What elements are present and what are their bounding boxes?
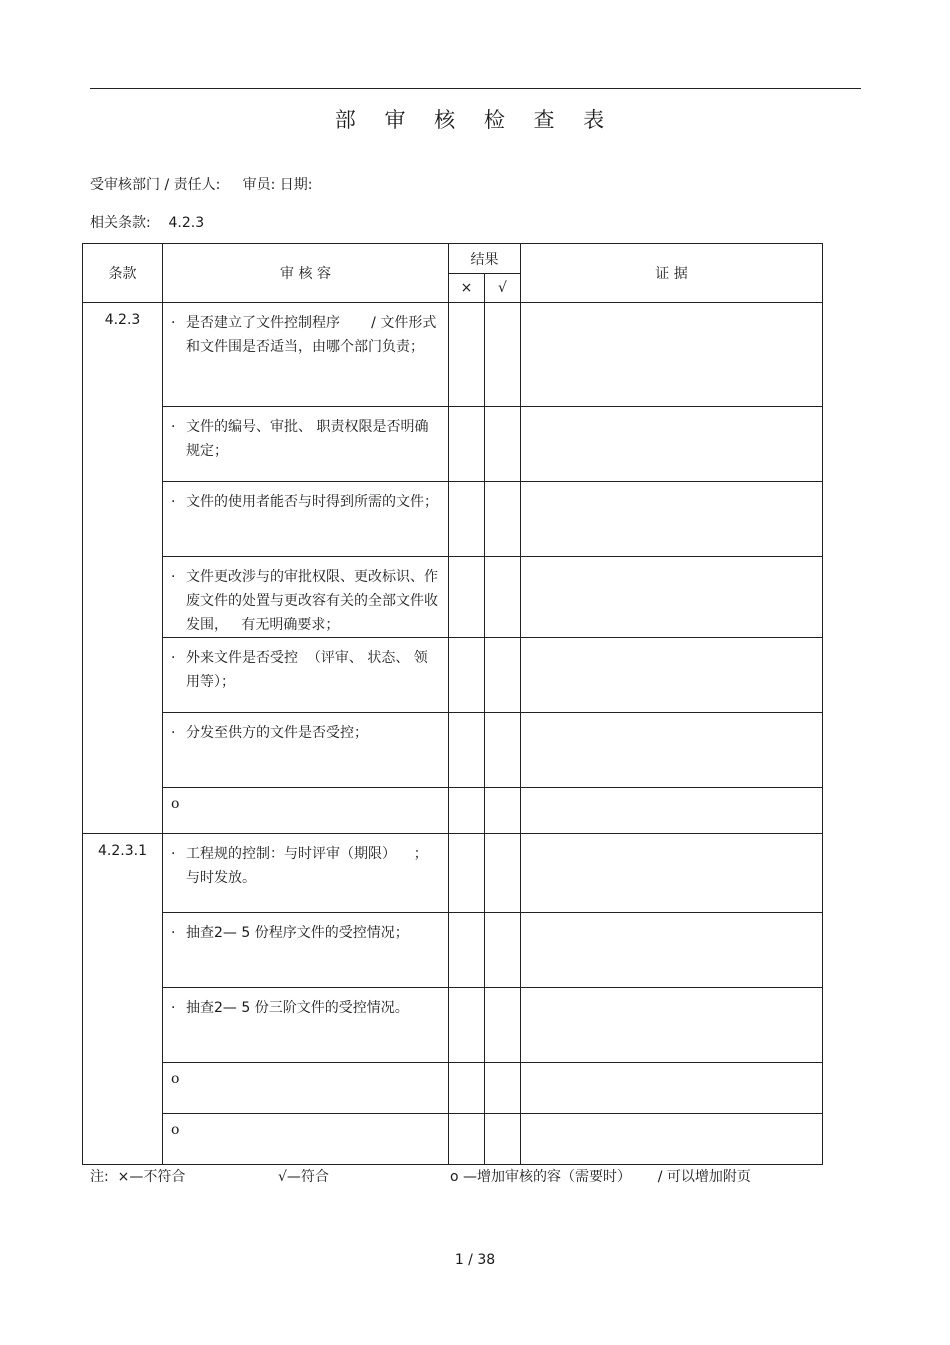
evidence-cell[interactable]: [521, 988, 823, 1063]
header-clause: 条款: [83, 244, 163, 303]
audit-item: [163, 713, 449, 788]
audit-item: [163, 638, 449, 713]
note-add: o —增加审核的容（需要时） / 可以增加附页: [450, 1169, 751, 1185]
top-rule: [90, 88, 861, 89]
audit-item-text: 工程规的控制：与时评审（期限） ；与时发放。: [186, 846, 428, 886]
table-row: [83, 788, 823, 834]
table-row: [83, 482, 823, 557]
audit-item: [163, 834, 449, 913]
result-fail-cell[interactable]: [449, 407, 485, 482]
result-pass-cell[interactable]: [485, 713, 521, 788]
result-fail-cell[interactable]: [449, 988, 485, 1063]
additional-item-placeholder: o: [163, 1114, 449, 1165]
evidence-cell[interactable]: [521, 713, 823, 788]
result-pass-cell[interactable]: [485, 407, 521, 482]
audit-item: [163, 913, 449, 988]
audit-item-text: 分发至供方的文件是否受控；: [186, 725, 368, 741]
audit-checklist-table: [82, 243, 823, 1165]
result-pass-cell[interactable]: [485, 303, 521, 407]
evidence-cell[interactable]: [521, 407, 823, 482]
result-pass-cell[interactable]: [485, 788, 521, 834]
bullet-mark: ·: [171, 569, 176, 585]
audit-item: [163, 407, 449, 482]
table-row: [83, 638, 823, 713]
note-pass: √—符合: [278, 1169, 329, 1185]
result-pass-cell[interactable]: [485, 557, 521, 638]
table-row: [83, 1114, 823, 1165]
header-pass-mark: √: [485, 274, 521, 303]
bullet-mark: ·: [171, 494, 176, 510]
audit-item-text: 文件的编号、审批、 职责权限是否明确规定；: [186, 419, 429, 459]
page-title: 部 审 核 检 查 表: [334, 108, 616, 132]
result-pass-cell[interactable]: [485, 913, 521, 988]
result-fail-cell[interactable]: [449, 482, 485, 557]
result-pass-cell[interactable]: [485, 638, 521, 713]
evidence-cell[interactable]: [521, 1114, 823, 1165]
additional-item-placeholder: o: [163, 788, 449, 834]
table-row: [83, 713, 823, 788]
evidence-cell[interactable]: [521, 557, 823, 638]
bullet-mark: ·: [171, 419, 176, 435]
related-clause-line: 相关条款: 4.2.3: [90, 215, 205, 231]
result-pass-cell[interactable]: [485, 988, 521, 1063]
audit-item-text: 文件的使用者能否与时得到所需的文件；: [186, 494, 438, 510]
audit-item: [163, 482, 449, 557]
result-fail-cell[interactable]: [449, 834, 485, 913]
result-pass-cell[interactable]: [485, 1063, 521, 1114]
result-pass-cell[interactable]: [485, 1114, 521, 1165]
evidence-cell[interactable]: [521, 834, 823, 913]
clause-number: 4.2.3.1: [83, 834, 163, 1165]
audit-item: [163, 557, 449, 638]
clause-number: 4.2.3: [83, 303, 163, 834]
bullet-mark: ·: [171, 846, 176, 862]
evidence-cell[interactable]: [521, 913, 823, 988]
bullet-mark: ·: [171, 315, 176, 331]
result-fail-cell[interactable]: [449, 913, 485, 988]
header-evidence: 证 据: [521, 244, 823, 303]
table-row: [83, 1063, 823, 1114]
table-row: [83, 303, 823, 407]
table-row: [83, 557, 823, 638]
bullet-mark: ·: [171, 1000, 176, 1016]
bullet-mark: ·: [171, 925, 176, 941]
header-result: 结果: [449, 244, 521, 274]
additional-item-placeholder: o: [163, 1063, 449, 1114]
table-row: [83, 834, 823, 913]
table-row: [83, 988, 823, 1063]
evidence-cell[interactable]: [521, 1063, 823, 1114]
evidence-cell[interactable]: [521, 482, 823, 557]
result-fail-cell[interactable]: [449, 1063, 485, 1114]
audit-meta-line: 受审核部门 / 责任人: 审员: 日期:: [90, 177, 313, 193]
header-fail-mark: ×: [449, 274, 485, 303]
result-fail-cell[interactable]: [449, 638, 485, 713]
audit-item: [163, 303, 449, 407]
result-fail-cell[interactable]: [449, 713, 485, 788]
bullet-mark: ·: [171, 650, 176, 666]
result-fail-cell[interactable]: [449, 1114, 485, 1165]
result-fail-cell[interactable]: [449, 303, 485, 407]
evidence-cell[interactable]: [521, 638, 823, 713]
audit-item: [163, 988, 449, 1063]
audit-item-text: 抽查2— 5 份程序文件的受控情况；: [186, 925, 409, 941]
result-fail-cell[interactable]: [449, 788, 485, 834]
header-content: 审 核 容: [163, 244, 449, 303]
table-row: [83, 913, 823, 988]
result-pass-cell[interactable]: [485, 482, 521, 557]
evidence-cell[interactable]: [521, 303, 823, 407]
page-number: 1 / 38: [454, 1252, 496, 1268]
audit-item-text: 文件更改涉与的审批权限、更改标识、作废文件的处置与更改容有关的全部文件收发围， 有无明确要求；: [186, 569, 438, 633]
audit-item-text: 抽查2— 5 份三阶文件的受控情况。: [186, 1000, 409, 1016]
audit-item-text: 外来文件是否受控 （评审、 状态、 领用等）；: [186, 650, 428, 690]
result-pass-cell[interactable]: [485, 834, 521, 913]
note-fail: 注: ×—不符合: [90, 1169, 186, 1185]
table-row: [83, 407, 823, 482]
bullet-mark: ·: [171, 725, 176, 741]
evidence-cell[interactable]: [521, 788, 823, 834]
audit-item-text: 是否建立了文件控制程序 / 文件形式和文件围是否适当，由哪个部门负责；: [186, 315, 437, 355]
result-fail-cell[interactable]: [449, 557, 485, 638]
